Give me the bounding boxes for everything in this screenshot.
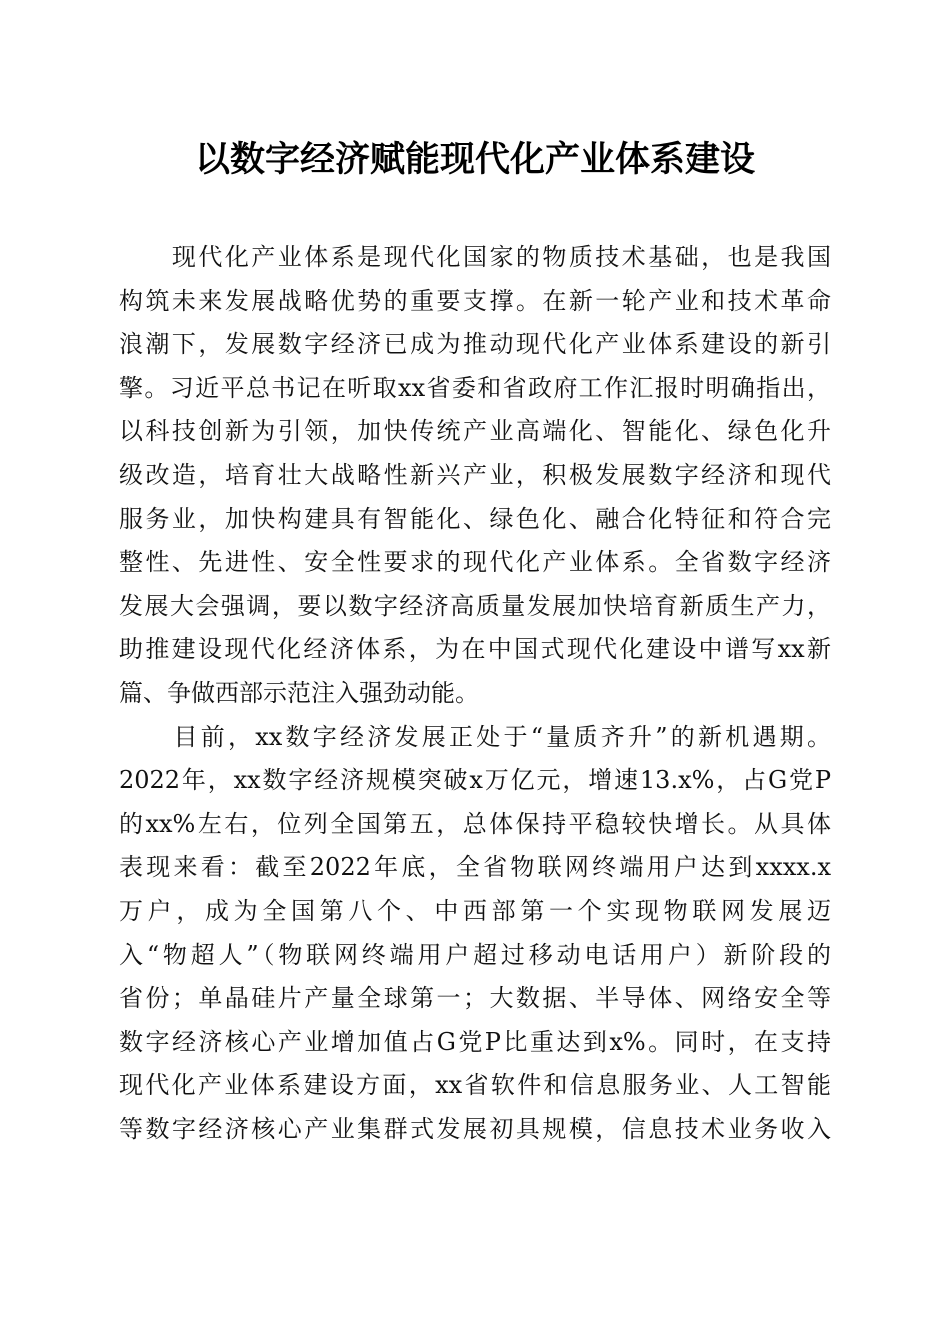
paragraph-2 bbox=[119, 716, 831, 1152]
paragraph-line: 表现来看：截至2022年底，全省物联网终端用户达到xxxx.x bbox=[119, 853, 831, 882]
paragraph-line: 浪潮下，发展数字经济已成为推动现代化产业体系建设的新引 bbox=[119, 330, 831, 359]
paragraph-line: 发展大会强调，要以数字经济高质量发展加快培育新质生产力， bbox=[119, 591, 831, 620]
paragraph-line: 级改造，培育壮大战略性新兴产业，积极发展数字经济和现代 bbox=[119, 460, 831, 489]
paragraph-line: 服务业，加快构建具有智能化、绿色化、融合化特征和符合完 bbox=[119, 504, 831, 533]
paragraph-line: 构筑未来发展战略优势的重要支撑。在新一轮产业和技术革命 bbox=[119, 286, 831, 315]
document-title: 以数字经济赋能现代化产业体系建设 bbox=[194, 139, 755, 180]
paragraph-line: 等数字经济核心产业集群式发展初具规模，信息技术业务收入 bbox=[119, 1114, 831, 1143]
paragraph-line: 现代化产业体系是现代化国家的物质技术基础，也是我国 bbox=[119, 243, 831, 271]
paragraph-line: 万户，成为全国第八个、中西部第一个实现物联网发展迈 bbox=[119, 896, 831, 925]
paragraph-line: 2022年，xx数字经济规模突破x万亿元，增速13.x%，占G党P bbox=[119, 766, 831, 795]
paragraph-line: 目前，xx数字经济发展正处于“量质齐升”的新机遇期。 bbox=[119, 722, 831, 751]
document-body bbox=[119, 236, 831, 1151]
paragraph-line: 数字经济核心产业增加值占G党P比重达到x%。同时，在支持 bbox=[119, 1027, 831, 1056]
paragraph-line: 助推建设现代化经济体系，为在中国式现代化建设中谱写xx新 bbox=[119, 635, 831, 664]
paragraph-line: 整性、先进性、安全性要求的现代化产业体系。全省数字经济 bbox=[119, 548, 831, 577]
paragraph-1 bbox=[119, 236, 831, 716]
paragraph-line: 省份；单晶硅片产量全球第一；大数据、半导体、网络安全等 bbox=[119, 984, 831, 1013]
paragraph-line: 入“物超人”（物联网终端用户超过移动电话用户）新阶段的 bbox=[119, 940, 831, 969]
paragraph-line: 擎。习近平总书记在听取xx省委和省政府工作汇报时明确指出， bbox=[119, 373, 831, 402]
paragraph-line: 的xx%左右，位列全国第五，总体保持平稳较快增长。从具体 bbox=[119, 809, 831, 838]
paragraph-line: 以科技创新为引领，加快传统产业高端化、智能化、绿色化升 bbox=[119, 417, 831, 446]
paragraph-line: 现代化产业体系建设方面，xx省软件和信息服务业、人工智能 bbox=[119, 1071, 831, 1100]
paragraph-line: 篇、争做西部示范注入强劲动能。 bbox=[119, 678, 479, 707]
